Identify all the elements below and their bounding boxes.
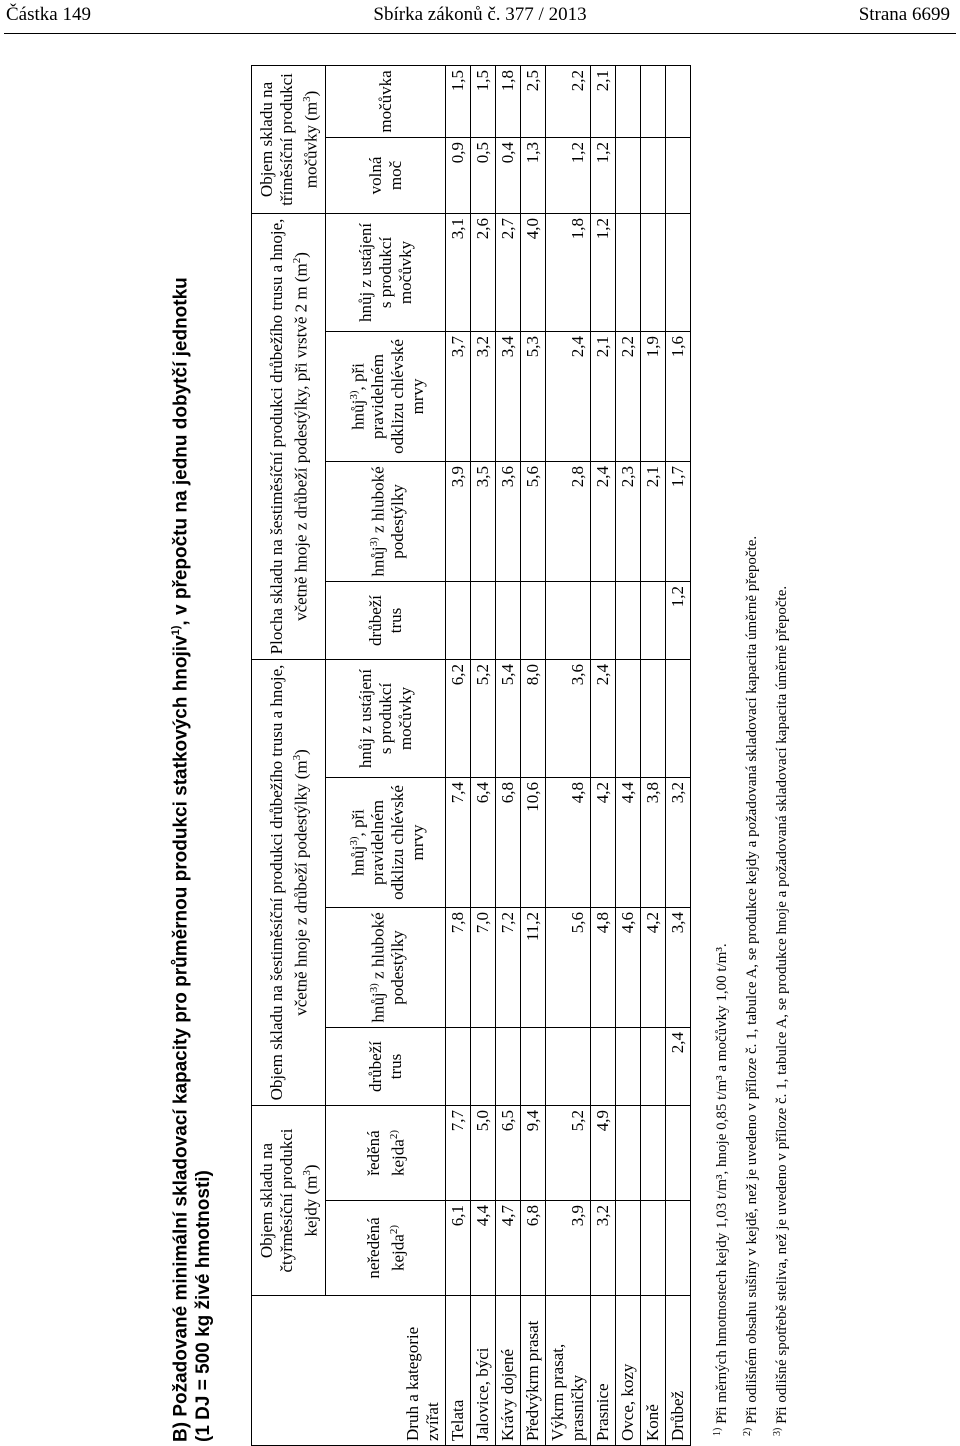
table-cell: 2,6 bbox=[471, 213, 496, 331]
table-cell: 8,0 bbox=[521, 659, 546, 777]
footnote-ref: 2) bbox=[387, 1225, 400, 1235]
table-row bbox=[446, 65, 471, 1445]
table-row bbox=[546, 65, 591, 1445]
table-cell: 3,1 bbox=[446, 213, 471, 331]
table-cell: 2,4 bbox=[591, 659, 616, 777]
table-cell bbox=[666, 65, 691, 137]
table-cell: 3,8 bbox=[641, 777, 666, 907]
table-cell: 3,9 bbox=[546, 1201, 591, 1296]
table-cell: 5,2 bbox=[546, 1105, 591, 1200]
table-body bbox=[446, 65, 691, 1445]
row-category: Prasnice bbox=[591, 1296, 616, 1446]
capacity-table bbox=[251, 65, 691, 1446]
table-cell bbox=[446, 581, 471, 659]
table-cell bbox=[666, 659, 691, 777]
table-cell: 1,2 bbox=[591, 213, 616, 331]
table-cell bbox=[641, 137, 666, 213]
table-cell: 1,7 bbox=[666, 461, 691, 581]
table-cell: 0,4 bbox=[496, 137, 521, 213]
unit-exp: 2 bbox=[290, 257, 303, 264]
table-cell bbox=[616, 1105, 641, 1200]
footnotes bbox=[705, 66, 795, 1436]
urine-group-header bbox=[252, 65, 326, 213]
footnote-text: Při měrných hmotnostech kejdy 1,03 t/m³, hnoje 0,85 t/m³ a močůvky 1,00 t/m³. bbox=[714, 943, 731, 1424]
urine-group-text: Objem skladu na tříměsíční produkci močůvky (m bbox=[256, 73, 321, 206]
sub-text: neředěná kejda bbox=[363, 1217, 408, 1279]
table-cell: 7,0 bbox=[471, 907, 496, 1027]
journal-title: Sbírka zákonů č. 377 / 2013 bbox=[373, 4, 587, 25]
manure-area-group-header bbox=[252, 213, 326, 659]
table-cell: 11,2 bbox=[521, 907, 546, 1027]
table-cell bbox=[496, 1027, 521, 1105]
table-cell: 2,4 bbox=[666, 1027, 691, 1105]
table-cell bbox=[641, 213, 666, 331]
unit-exp: 3 bbox=[290, 754, 303, 761]
table-cell bbox=[591, 1027, 616, 1105]
table-cell: 2,1 bbox=[591, 331, 616, 461]
footnote bbox=[765, 66, 795, 1436]
table-cell bbox=[666, 1201, 691, 1296]
table-row bbox=[641, 65, 666, 1445]
table-cell bbox=[666, 137, 691, 213]
table-cell: 3,7 bbox=[446, 331, 471, 461]
footnote-ref: 3) bbox=[347, 390, 360, 400]
table-cell: 1,5 bbox=[446, 65, 471, 137]
footnote-ref: 3) bbox=[367, 983, 380, 993]
sub-undiluted-slurry bbox=[326, 1201, 446, 1296]
table-cell: 6,4 bbox=[471, 777, 496, 907]
page-number: Strana 6699 bbox=[858, 4, 950, 25]
sub-text: ředěná kejda bbox=[363, 1130, 408, 1176]
footnote-ref: 3) bbox=[367, 537, 380, 547]
table-row bbox=[471, 65, 496, 1445]
paren: ) bbox=[291, 749, 311, 755]
sub-manure-with-urine: hnůj z ustájení s produkcí močůvky bbox=[326, 213, 446, 331]
table-cell: 5,6 bbox=[521, 461, 546, 581]
table-cell bbox=[471, 1027, 496, 1105]
table-cell: 5,3 bbox=[521, 331, 546, 461]
table-cell: 2,2 bbox=[546, 65, 591, 137]
table-cell: 2,1 bbox=[641, 461, 666, 581]
sub-text: hnůj bbox=[348, 845, 368, 876]
row-category: Předvýkrm prasat bbox=[521, 1296, 546, 1446]
row-category: Výkrm prasat, prasničky bbox=[546, 1296, 591, 1446]
table-title bbox=[165, 66, 215, 1442]
table-cell: 5,0 bbox=[471, 1105, 496, 1200]
sub-diluted-slurry bbox=[326, 1105, 446, 1200]
sub-poultry-droppings: drůbeží trus bbox=[326, 581, 446, 659]
table-cell bbox=[616, 213, 641, 331]
sub-deep-litter-manure bbox=[326, 461, 446, 581]
header-rule bbox=[4, 33, 956, 34]
footnote bbox=[705, 66, 735, 1436]
table-cell: 1,8 bbox=[496, 65, 521, 137]
table-cell bbox=[591, 581, 616, 659]
title-footnote-ref: 1) bbox=[170, 625, 182, 636]
table-cell: 2,8 bbox=[546, 461, 591, 581]
title-line-1-end: , v přepočtu na jednu dobytčí jednotku bbox=[170, 277, 192, 626]
table-cell: 7,7 bbox=[446, 1105, 471, 1200]
page-header bbox=[0, 0, 960, 38]
row-category: Telata bbox=[446, 1296, 471, 1446]
table-cell: 4,2 bbox=[591, 777, 616, 907]
table-cell bbox=[616, 659, 641, 777]
table-cell bbox=[641, 65, 666, 137]
table-cell: 3,5 bbox=[471, 461, 496, 581]
sub-text: z hluboké podestýlky bbox=[368, 466, 408, 559]
sub-text: , při pravidelném odklizu chlévské mrvy bbox=[348, 339, 428, 454]
table-cell bbox=[616, 1201, 641, 1296]
table-cell: 7,8 bbox=[446, 907, 471, 1027]
row-category: Ovce, kozy bbox=[616, 1296, 641, 1446]
footnote-mark: 3) bbox=[772, 1427, 784, 1436]
table-cell bbox=[641, 659, 666, 777]
table-cell: 3,6 bbox=[546, 659, 591, 777]
table-cell: 2,4 bbox=[546, 331, 591, 461]
unit-exp: 3 bbox=[300, 96, 313, 102]
footnote-text: Při odlišné spotřebě steliva, než je uvedeno v příloze č. 1, tabulce A, se produkce hnoje a požadovaná skladovací kapacita úměrně přepočte. bbox=[774, 585, 791, 1424]
table-cell: 1,8 bbox=[546, 213, 591, 331]
row-category: Jalovice, býci bbox=[471, 1296, 496, 1446]
table-cell bbox=[471, 581, 496, 659]
table-cell: 3,2 bbox=[666, 777, 691, 907]
table-cell: 4,8 bbox=[546, 777, 591, 907]
table-cell: 10,6 bbox=[521, 777, 546, 907]
slurry-group-header bbox=[252, 1105, 326, 1295]
sub-liquid-manure: močůvka bbox=[326, 65, 446, 137]
manure-volume-group-text: Objem skladu na šestiměsíční produkci drůbežího trusu a hnoje, včetně hnoje z drůbeží podestýlky (m bbox=[266, 664, 311, 1101]
table-row bbox=[666, 65, 691, 1445]
table-cell: 6,8 bbox=[521, 1201, 546, 1296]
footnote-text: Při odlišném obsahu sušiny v kejdě, než je uvedeno v příloze č. 1, tabulce A, se produkce kejdy a požadovaná skladovací kapacita úměrně přepočte. bbox=[744, 535, 761, 1424]
paren: ) bbox=[291, 252, 311, 258]
table-cell bbox=[666, 1105, 691, 1200]
table-cell: 5,6 bbox=[546, 907, 591, 1027]
table-cell: 4,8 bbox=[591, 907, 616, 1027]
table-cell: 5,4 bbox=[496, 659, 521, 777]
table-cell: 1,5 bbox=[471, 65, 496, 137]
sub-free-urine: volná moč bbox=[326, 137, 446, 213]
footnote bbox=[735, 66, 765, 1436]
table-cell: 4,4 bbox=[616, 777, 641, 907]
table-cell bbox=[641, 581, 666, 659]
table-cell: 6,1 bbox=[446, 1201, 471, 1296]
table-cell: 0,9 bbox=[446, 137, 471, 213]
table-row bbox=[521, 65, 546, 1445]
table-cell: 4,9 bbox=[591, 1105, 616, 1200]
sub-regular-removal-manure bbox=[326, 777, 446, 907]
row-category: Drůbež bbox=[666, 1296, 691, 1446]
table-cell: 5,2 bbox=[471, 659, 496, 777]
table-cell: 7,4 bbox=[446, 777, 471, 907]
table-cell: 1,6 bbox=[666, 331, 691, 461]
manure-volume-group-header bbox=[252, 659, 326, 1105]
footnote-mark: 1) bbox=[712, 1427, 724, 1436]
table-cell: 1,2 bbox=[591, 137, 616, 213]
footnote-ref: 2) bbox=[387, 1130, 400, 1140]
paren: ) bbox=[301, 90, 321, 97]
sub-manure-with-urine: hnůj z ustájení s produkcí močůvky bbox=[326, 659, 446, 777]
table-cell: 2,4 bbox=[591, 461, 616, 581]
table-cell: 3,6 bbox=[496, 461, 521, 581]
footnote-ref: 3) bbox=[347, 836, 360, 846]
title-line-2: (1 DJ = 500 kg živé hmotnosti) bbox=[193, 1170, 215, 1442]
table-cell bbox=[546, 1027, 591, 1105]
table-cell bbox=[446, 1027, 471, 1105]
table-cell: 6,8 bbox=[496, 777, 521, 907]
table-cell bbox=[521, 581, 546, 659]
table-cell: 0,5 bbox=[471, 137, 496, 213]
table-cell: 2,2 bbox=[616, 331, 641, 461]
table-row bbox=[496, 65, 521, 1445]
footnote-mark: 2) bbox=[742, 1427, 754, 1436]
table-cell: 1,2 bbox=[666, 581, 691, 659]
table-cell bbox=[666, 213, 691, 331]
sub-text: , při pravidelném odklizu chlévské mrvy bbox=[348, 785, 428, 900]
table-cell: 3,2 bbox=[471, 331, 496, 461]
table-row bbox=[591, 65, 616, 1445]
row-category: Koně bbox=[641, 1296, 666, 1446]
table-cell: 2,7 bbox=[496, 213, 521, 331]
sub-text: z hluboké podestýlky bbox=[368, 912, 408, 1005]
table-cell bbox=[521, 1027, 546, 1105]
table-cell: 2,1 bbox=[591, 65, 616, 137]
sub-regular-removal-manure bbox=[326, 331, 446, 461]
table-cell: 6,5 bbox=[496, 1105, 521, 1200]
paren: ) bbox=[301, 1164, 321, 1171]
sub-poultry-droppings: drůbeží trus bbox=[326, 1027, 446, 1105]
table-cell: 4,0 bbox=[521, 213, 546, 331]
table-cell: 1,3 bbox=[521, 137, 546, 213]
unit-exp: 3 bbox=[300, 1170, 313, 1176]
title-line-1: B) Požadované minimální skladovací kapacity pro průměrnou produkci statkových hnojiv bbox=[170, 635, 192, 1442]
table-cell: 3,4 bbox=[666, 907, 691, 1027]
sub-text: hnůj bbox=[368, 992, 388, 1023]
table-cell bbox=[496, 581, 521, 659]
table-cell: 2,3 bbox=[616, 461, 641, 581]
table-cell: 2,5 bbox=[521, 65, 546, 137]
table-cell bbox=[641, 1027, 666, 1105]
table-cell bbox=[641, 1105, 666, 1200]
table-cell: 3,4 bbox=[496, 331, 521, 461]
table-cell: 4,4 bbox=[471, 1201, 496, 1296]
table-cell: 3,9 bbox=[446, 461, 471, 581]
table-cell bbox=[616, 137, 641, 213]
table-cell bbox=[616, 65, 641, 137]
sub-deep-litter-manure bbox=[326, 907, 446, 1027]
issue-number: Částka 149 bbox=[6, 4, 91, 25]
table-cell: 4,7 bbox=[496, 1201, 521, 1296]
sub-text: hnůj bbox=[368, 546, 388, 577]
table-cell bbox=[546, 581, 591, 659]
table-cell: 9,4 bbox=[521, 1105, 546, 1200]
table-cell bbox=[616, 1027, 641, 1105]
table-cell: 3,2 bbox=[591, 1201, 616, 1296]
table-cell: 4,6 bbox=[616, 907, 641, 1027]
table-cell: 4,2 bbox=[641, 907, 666, 1027]
table-cell: 1,2 bbox=[546, 137, 591, 213]
table-cell: 1,9 bbox=[641, 331, 666, 461]
sub-text: hnůj bbox=[348, 399, 368, 430]
manure-area-group-text: Plocha skladu na šestiměsíční produkci drůbežího trusu a hnoje, včetně hnoje z drůbeží podestýlky, při vrstvě 2 m (m bbox=[266, 218, 311, 655]
rotated-table-section bbox=[165, 66, 791, 1446]
table-row bbox=[616, 65, 641, 1445]
table-cell: 7,2 bbox=[496, 907, 521, 1027]
table-cell: 6,2 bbox=[446, 659, 471, 777]
table-cell bbox=[641, 1201, 666, 1296]
row-category: Krávy dojené bbox=[496, 1296, 521, 1446]
category-header: Druh a kategorie zvířat bbox=[252, 1296, 446, 1446]
table-cell bbox=[616, 581, 641, 659]
slurry-group-text: Objem skladu na čtyřměsíční produkci kejdy (m bbox=[256, 1128, 321, 1273]
